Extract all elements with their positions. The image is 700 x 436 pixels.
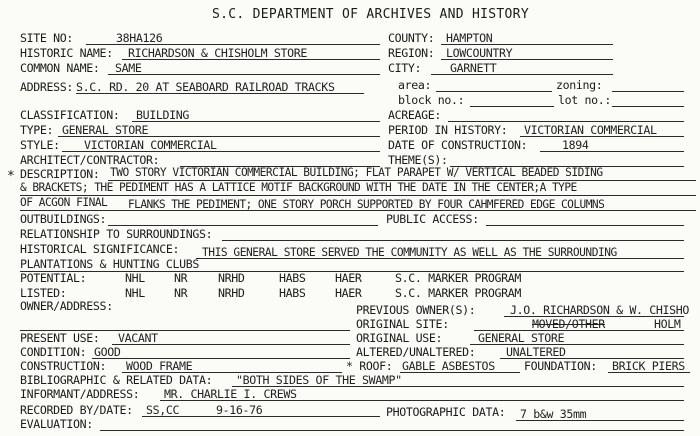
previous-owner-label: PREVIOUS OWNER(S): — [356, 303, 476, 317]
significance-line-2: PLANTATIONS & HUNTING CLUBS — [20, 257, 200, 271]
type-label: TYPE: — [20, 123, 54, 137]
area-label: area: — [398, 78, 432, 92]
classification-label: CLASSIFICATION: — [20, 108, 120, 122]
condition-label: CONDITION: — [20, 345, 87, 359]
photographic-data-label: PHOTOGRAPHIC DATA: — [386, 405, 506, 419]
original-site-struck: MOVED/OTHER — [532, 317, 605, 331]
listed-label: LISTED: — [20, 286, 67, 300]
significance-label: HISTORICAL SIGNIFICANCE: — [20, 242, 180, 256]
listed-nrhd: NRHD — [218, 286, 245, 300]
type-value: GENERAL STORE — [62, 123, 149, 137]
altered-value: UNALTERED — [506, 345, 566, 359]
region-label: REGION: — [388, 46, 435, 60]
description-asterisk: * — [7, 169, 15, 184]
historic-name-value: RICHARDSON & CHISHOLM STORE — [128, 46, 308, 60]
original-site-label: ORIGINAL SITE: — [356, 317, 449, 331]
listed-nr: NR — [174, 286, 188, 300]
bibliographic-value: "BOTH SIDES OF THE SWAMP" — [236, 373, 402, 387]
description-line-3b: FLANKS THE PEDIMENT; ONE STORY PORCH SUPPORTED BY FOUR CAHMFERED EDGE COLUMNS — [128, 198, 605, 211]
owner-address-label: OWNER/ADDRESS: — [20, 299, 113, 313]
description-line-2: & BRACKETS; THE PEDIMENT HAS A LATTICE MOTIF BACKGROUND WITH THE DATE IN THE CENTER;A TYPE — [20, 181, 577, 194]
common-name-value: SAME — [115, 61, 142, 75]
original-use-label: ORIGINAL USE: — [356, 331, 443, 345]
region-value: LOWCOUNTRY — [446, 46, 513, 60]
significance-line-1: THIS GENERAL STORE SERVED THE COMMUNITY AS WELL AS THE SURROUNDING — [202, 246, 617, 259]
foundation-label: FOUNDATION: — [524, 359, 597, 373]
present-use-value: VACANT — [118, 331, 158, 345]
construction-value: WOOD FRAME — [126, 359, 193, 373]
listed-marker: S.C. MARKER PROGRAM — [395, 286, 521, 300]
city-label: CITY: — [388, 61, 422, 75]
construction-label: CONSTRUCTION: — [20, 359, 107, 373]
potential-nr: NR — [174, 271, 188, 285]
outbuildings-label: OUTBUILDINGS: — [20, 212, 107, 226]
description-line-1: TWO STORY VICTORIAN COMMERCIAL BUILDING; FLAT PARAPET W/ VERTICAL BEADED SIDING — [110, 166, 603, 179]
historic-name-label: HISTORIC NAME: — [20, 46, 113, 60]
previous-owner-value: J.O. RICHARDSON & W. CHISHO — [510, 303, 690, 317]
county-value: HAMPTON — [446, 31, 493, 45]
public-access-label: PUBLIC ACCESS: — [386, 212, 479, 226]
potential-habs: HABS — [279, 271, 306, 285]
roof-label: * ROOF: — [346, 359, 393, 373]
evaluation-label: EVALUATION: — [20, 417, 93, 431]
recorded-by-label: RECORDED BY/DATE: — [20, 403, 133, 417]
zoning-label: zoning: — [556, 78, 603, 92]
potential-nhl: NHL — [125, 271, 145, 285]
potential-haer: HAER — [335, 271, 362, 285]
period-value: VICTORIAN COMMERCIAL — [524, 123, 657, 137]
county-label: COUNTY: — [388, 31, 435, 45]
listed-nhl: NHL — [125, 286, 145, 300]
style-value: VICTORIAN COMMERCIAL — [84, 138, 217, 152]
original-use-value: GENERAL STORE — [478, 331, 565, 345]
theme-label: THEME(S): — [388, 153, 448, 167]
informant-label: INFORMANT/ADDRESS: — [20, 387, 140, 401]
architect-label: ARCHITECT/CONTRACTOR: — [20, 153, 160, 167]
lot-no-label: lot no.: — [558, 93, 612, 107]
potential-label: POTENTIAL: — [20, 271, 87, 285]
foundation-value: BRICK PIERS — [612, 359, 685, 373]
block-no-label: block no.: — [398, 93, 465, 107]
present-use-label: PRESENT USE: — [20, 331, 100, 345]
description-line-3a: OF ACGON FINAL — [20, 196, 108, 209]
roof-value: GABLE ASBESTOS — [402, 359, 495, 373]
informant-value: MR. CHARLIE I. CREWS — [164, 387, 297, 401]
site-no-value: 38HA126 — [116, 31, 163, 45]
style-label: STYLE: — [20, 138, 60, 152]
city-value: GARNETT — [450, 61, 497, 75]
period-label: PERIOD IN HISTORY: — [388, 123, 508, 137]
listed-habs: HABS — [279, 286, 306, 300]
site-no-label: SITE NO: — [20, 31, 74, 45]
original-site-tail: HOLM — [654, 317, 681, 331]
potential-nrhd: NRHD — [218, 271, 245, 285]
condition-value: GOOD — [94, 345, 121, 359]
potential-marker: S.C. MARKER PROGRAM — [395, 271, 521, 285]
address-value: S.C. RD. 20 AT SEABOARD RAILROAD TRACKS — [76, 80, 335, 94]
page-title: S.C. DEPARTMENT OF ARCHIVES AND HISTORY — [212, 7, 529, 22]
recorded-by-value: SS,CC — [146, 403, 180, 417]
acreage-label: ACREAGE: — [388, 108, 442, 122]
address-label: ADDRESS: — [20, 80, 74, 94]
classification-value: BUILDING — [136, 108, 190, 122]
bibliographic-label: BIBLIOGRAPHIC & RELATED DATA: — [20, 373, 213, 387]
relationship-label: RELATIONSHIP TO SURROUNDINGS: — [20, 227, 213, 241]
recorded-date-value: 9-16-76 — [216, 403, 263, 417]
description-label: DESCRIPTION: — [20, 167, 100, 181]
common-name-label: COMMON NAME: — [20, 61, 100, 75]
altered-label: ALTERED/UNALTERED: — [356, 345, 476, 359]
date-of-construction-label: DATE OF CONSTRUCTION: — [388, 138, 528, 152]
listed-haer: HAER — [335, 286, 362, 300]
date-of-construction-value: 1894 — [562, 138, 589, 152]
photographic-data-value: 7 b&w 35mm — [520, 407, 587, 421]
